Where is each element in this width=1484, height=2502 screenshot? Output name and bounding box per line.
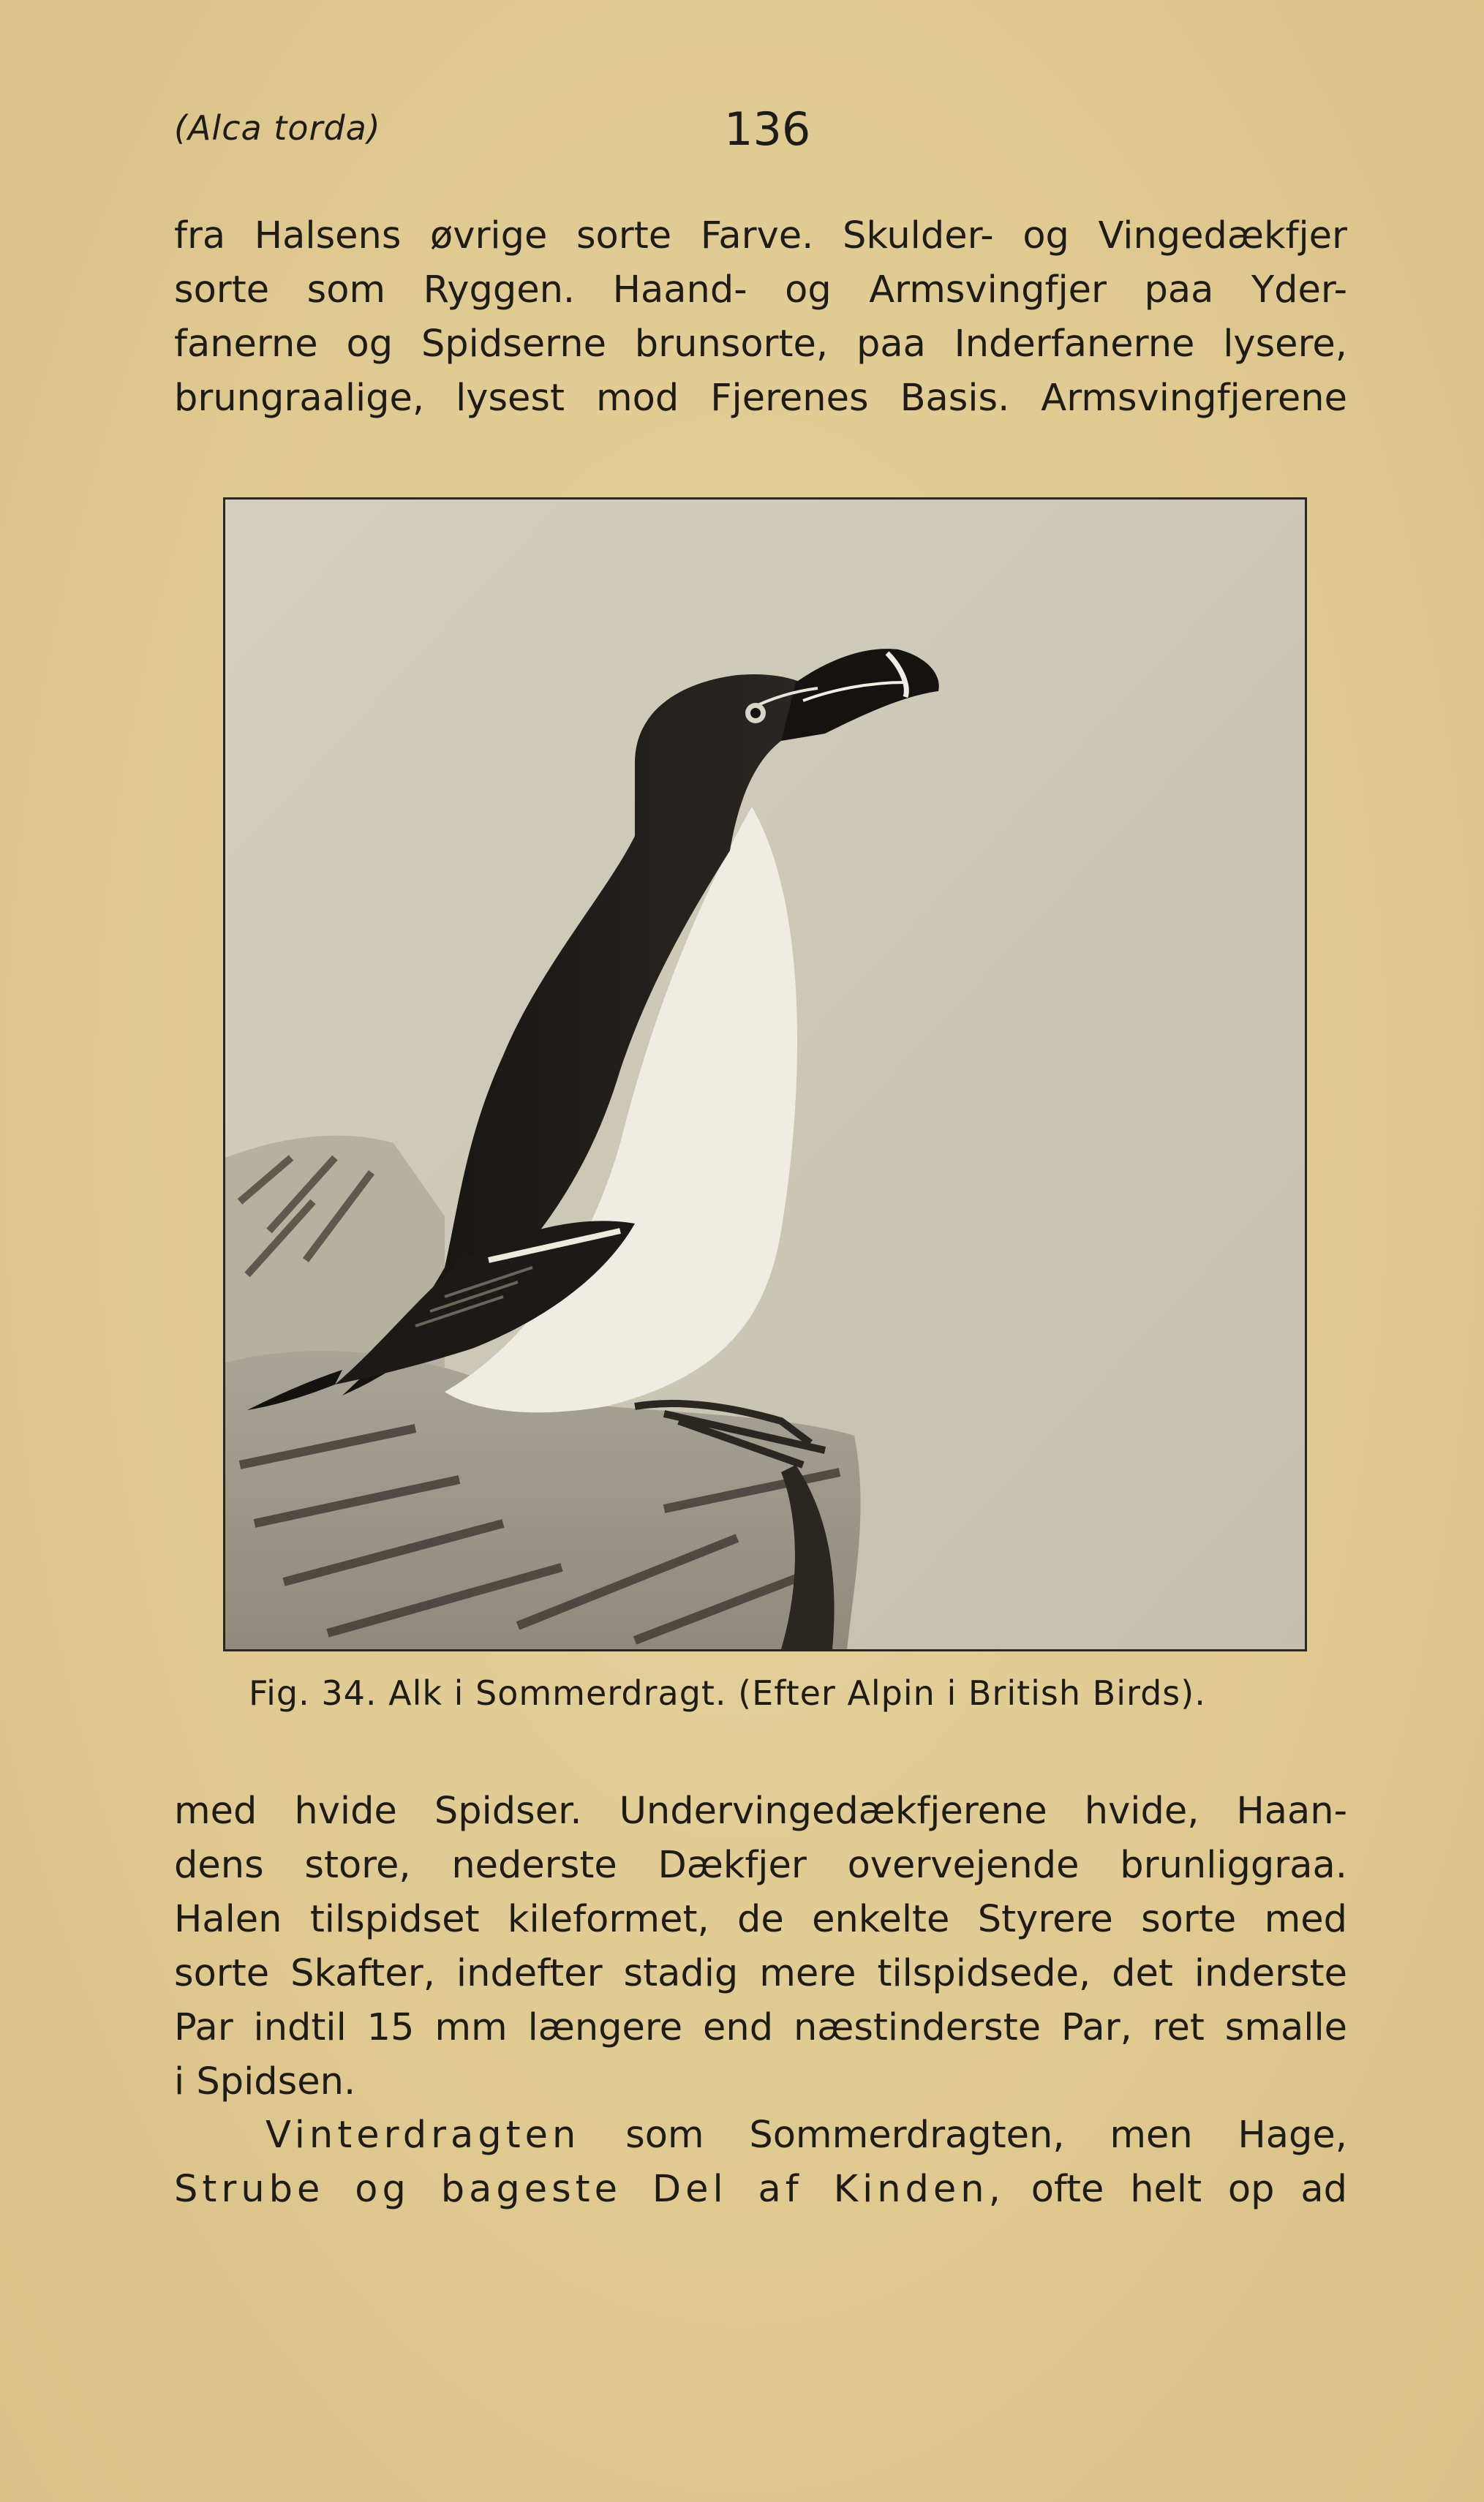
text-segment: som Sommerdragten, men Hage, [625, 2114, 1347, 2157]
text-segment: ofte helt op ad [1031, 2168, 1347, 2211]
figure-caption: Fig. 34. Alk i Sommerdragt. (Efter Alpin i British Birds). [249, 1673, 1206, 1713]
running-title: (Alca torda) [174, 108, 381, 148]
spaced-term: Strube og bageste Del af Kinden, [174, 2168, 1005, 2211]
text-line: i Spidsen. [174, 2060, 356, 2103]
text-line [174, 2163, 1347, 2217]
paragraph-3 [174, 2109, 1347, 2217]
text-line: brungraalige, lysest mod Fjerenes Basis. Armsvingfjerene [174, 377, 1347, 420]
paragraph-2 [174, 1785, 1347, 2109]
bird-drawing [225, 500, 1305, 1649]
page-header [174, 102, 1344, 161]
page-number: 136 [724, 102, 811, 156]
text-line: sorte Skafter, indefter stadig mere tilspidsede, det inderste [174, 1952, 1347, 1995]
text-line: fra Halsens øvrige sorte Farve. Skulder- og Vingedækfjer [174, 214, 1347, 257]
spaced-term: Vinterdragten [265, 2114, 581, 2157]
razorbill-illustration [223, 497, 1307, 1651]
text-line [174, 2109, 1347, 2163]
text-line: med hvide Spidser. Undervingedækfjerene hvide, Haan- [174, 1790, 1347, 1833]
text-line: sorte som Ryggen. Haand- og Armsvingfjer paa Yder- [174, 268, 1347, 312]
text-line: fanerne og Spidserne brunsorte, paa Inderfanerne lysere, [174, 323, 1347, 366]
text-line: Halen tilspidset kileformet, de enkelte Styrere sorte med [174, 1898, 1347, 1941]
text-line: Par indtil 15 mm længere end næstinderste Par, ret smalle [174, 2006, 1347, 2049]
paragraph-1 [174, 209, 1347, 426]
text-line: dens store, nederste Dækfjer overvejende brunliggraa. [174, 1844, 1347, 1887]
